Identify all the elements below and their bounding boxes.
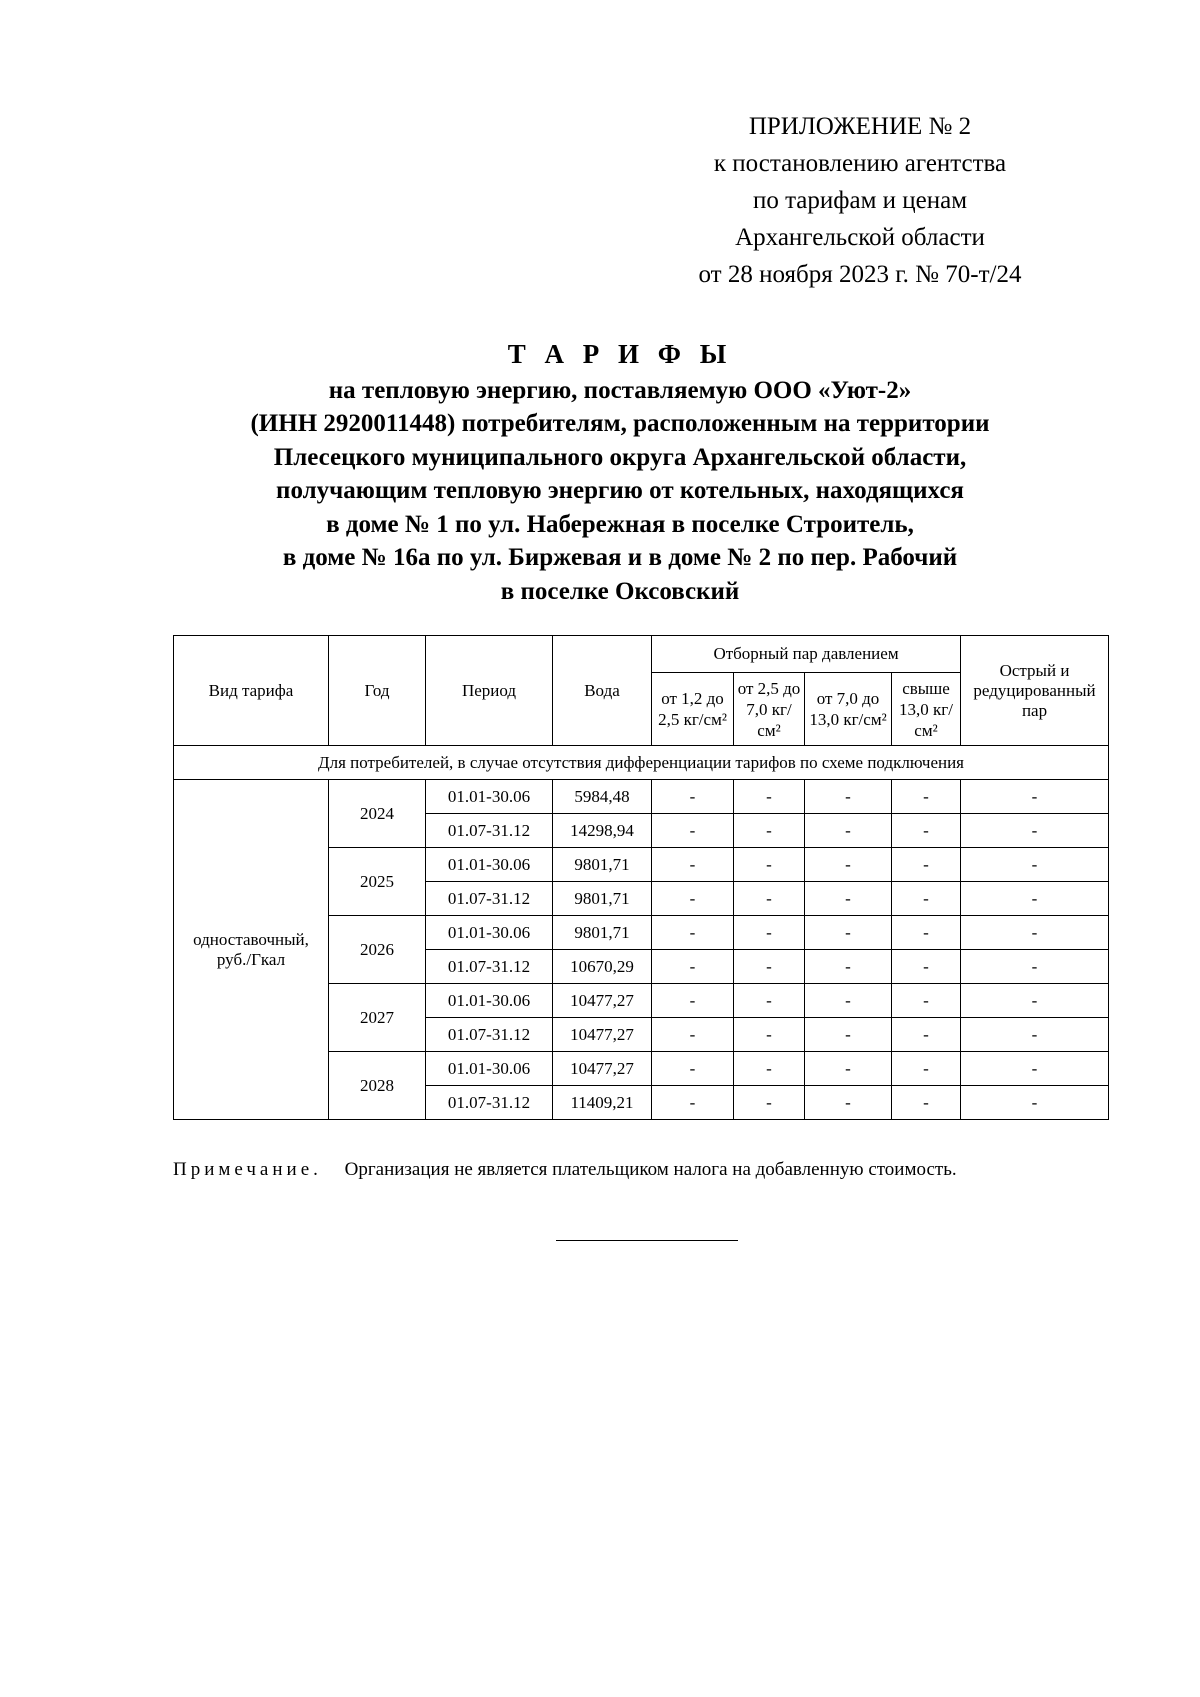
steam-2-cell: -	[734, 882, 805, 916]
appendix-line: ПРИЛОЖЕНИЕ № 2	[748, 113, 972, 140]
steam-1-cell: -	[652, 780, 734, 814]
year-cell: 2026	[329, 916, 426, 984]
sharp-steam-cell: -	[961, 848, 1109, 882]
year-cell: 2027	[329, 984, 426, 1052]
steam-2-cell: -	[734, 814, 805, 848]
steam-4-cell: -	[892, 882, 961, 916]
note-label: Примечание.	[173, 1159, 322, 1180]
closing-rule	[556, 1240, 738, 1241]
appendix-line: от 28 ноября 2023 г. № 70-т/24	[698, 261, 1022, 288]
header-sharp-steam: Острый и редуцированный пар	[961, 636, 1109, 746]
period-cell: 01.07-31.12	[426, 1086, 553, 1120]
period-cell: 01.07-31.12	[426, 814, 553, 848]
steam-1-cell: -	[652, 916, 734, 950]
steam-2-cell: -	[734, 1018, 805, 1052]
header-period: Период	[426, 636, 553, 746]
period-cell: 01.01-30.06	[426, 848, 553, 882]
period-cell: 01.07-31.12	[426, 1018, 553, 1052]
steam-4-cell: -	[892, 950, 961, 984]
document-title	[160, 338, 1080, 608]
steam-4-cell: -	[892, 1018, 961, 1052]
steam-3-cell: -	[805, 848, 892, 882]
steam-1-cell: -	[652, 950, 734, 984]
header-steam-4: свыше 13,0 кг/см²	[892, 673, 961, 746]
water-cell: 10477,27	[553, 1052, 652, 1086]
water-cell: 9801,71	[553, 882, 652, 916]
header-year: Год	[329, 636, 426, 746]
section-caption: Для потребителей, в случае отсутствия дифференциации тарифов по схеме подключения	[174, 746, 1109, 780]
steam-1-cell: -	[652, 984, 734, 1018]
header-steam-2: от 2,5 до 7,0 кг/см²	[734, 673, 805, 746]
steam-4-cell: -	[892, 814, 961, 848]
period-cell: 01.01-30.06	[426, 1052, 553, 1086]
period-cell: 01.07-31.12	[426, 950, 553, 984]
water-cell: 5984,48	[553, 780, 652, 814]
steam-3-cell: -	[805, 1052, 892, 1086]
steam-4-cell: -	[892, 780, 961, 814]
water-cell: 10477,27	[553, 1018, 652, 1052]
steam-3-cell: -	[805, 882, 892, 916]
header-steam-1: от 1,2 до 2,5 кг/см²	[652, 673, 734, 746]
period-cell: 01.01-30.06	[426, 780, 553, 814]
steam-4-cell: -	[892, 984, 961, 1018]
title-line: Плесецкого муниципального округа Архангельской области,	[273, 443, 967, 471]
sharp-steam-cell: -	[961, 814, 1109, 848]
title-line: на тепловую энергию, поставляемую ООО «Уют-2»	[328, 376, 912, 404]
steam-3-cell: -	[805, 1086, 892, 1120]
title-line: получающим тепловую энергию от котельных, находящихся	[276, 477, 964, 504]
water-cell: 10670,29	[553, 950, 652, 984]
water-cell: 11409,21	[553, 1086, 652, 1120]
title-heading: Т А Р И Ф Ы	[507, 339, 733, 369]
steam-3-cell: -	[805, 780, 892, 814]
appendix-line: Архангельской области	[735, 224, 985, 251]
steam-2-cell: -	[734, 950, 805, 984]
sharp-steam-cell: -	[961, 882, 1109, 916]
tariff-table	[173, 635, 1109, 1120]
water-cell: 9801,71	[553, 916, 652, 950]
appendix-line: к постановлению агентства	[713, 150, 1007, 177]
water-cell: 10477,27	[553, 984, 652, 1018]
steam-2-cell: -	[734, 984, 805, 1018]
title-line: в поселке Оксовский	[500, 577, 740, 605]
header-steam-3: от 7,0 до 13,0 кг/см²	[805, 673, 892, 746]
steam-1-cell: -	[652, 882, 734, 916]
steam-3-cell: -	[805, 916, 892, 950]
tariff-type-cell: одноставочный, руб./Гкал	[174, 780, 329, 1120]
water-cell: 14298,94	[553, 814, 652, 848]
appendix-block	[640, 108, 1080, 293]
steam-4-cell: -	[892, 1086, 961, 1120]
year-cell: 2028	[329, 1052, 426, 1120]
appendix-line: по тарифам и ценам	[752, 187, 968, 214]
steam-4-cell: -	[892, 916, 961, 950]
steam-2-cell: -	[734, 916, 805, 950]
steam-3-cell: -	[805, 984, 892, 1018]
steam-1-cell: -	[652, 814, 734, 848]
year-cell: 2025	[329, 848, 426, 916]
steam-3-cell: -	[805, 950, 892, 984]
steam-2-cell: -	[734, 780, 805, 814]
title-line: (ИНН 2920011448) потребителям, расположенным на территории	[250, 410, 990, 437]
sharp-steam-cell: -	[961, 780, 1109, 814]
period-cell: 01.07-31.12	[426, 882, 553, 916]
sharp-steam-cell: -	[961, 950, 1109, 984]
steam-2-cell: -	[734, 848, 805, 882]
steam-2-cell: -	[734, 1052, 805, 1086]
steam-2-cell: -	[734, 1086, 805, 1120]
sharp-steam-cell: -	[961, 1086, 1109, 1120]
title-line: в доме № 16а по ул. Биржевая и в доме № 2 по пер. Рабочий	[282, 544, 958, 571]
header-steam-group: Отборный пар давлением	[652, 636, 961, 673]
note-text: Организация не является плательщиком налога на добавленную стоимость.	[344, 1159, 957, 1180]
steam-1-cell: -	[652, 1086, 734, 1120]
steam-3-cell: -	[805, 814, 892, 848]
sharp-steam-cell: -	[961, 984, 1109, 1018]
steam-1-cell: -	[652, 1052, 734, 1086]
title-line: в доме № 1 по ул. Набережная в поселке Строитель,	[326, 510, 914, 538]
sharp-steam-cell: -	[961, 1052, 1109, 1086]
steam-4-cell: -	[892, 848, 961, 882]
year-cell: 2024	[329, 780, 426, 848]
period-cell: 01.01-30.06	[426, 984, 553, 1018]
water-cell: 9801,71	[553, 848, 652, 882]
steam-1-cell: -	[652, 1018, 734, 1052]
note-line	[173, 1159, 1108, 1181]
steam-1-cell: -	[652, 848, 734, 882]
header-water: Вода	[553, 636, 652, 746]
header-tariff-type: Вид тарифа	[174, 636, 329, 746]
steam-3-cell: -	[805, 1018, 892, 1052]
period-cell: 01.01-30.06	[426, 916, 553, 950]
sharp-steam-cell: -	[961, 1018, 1109, 1052]
steam-4-cell: -	[892, 1052, 961, 1086]
sharp-steam-cell: -	[961, 916, 1109, 950]
